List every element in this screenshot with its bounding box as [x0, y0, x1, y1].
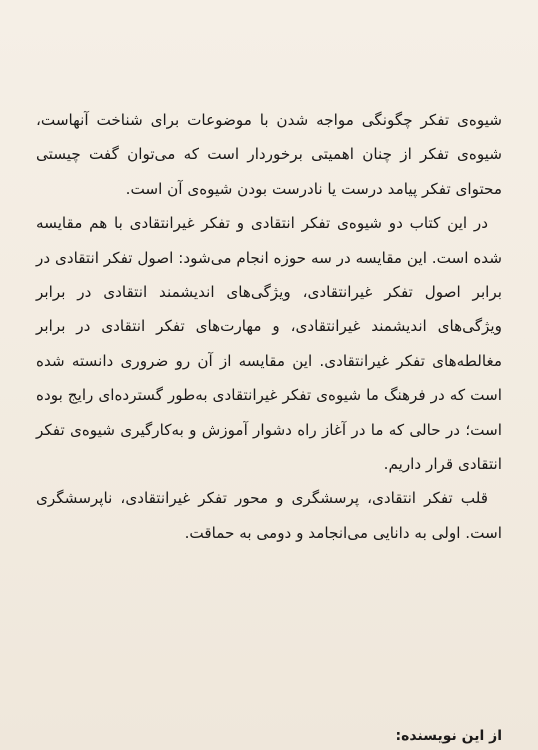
blurb-text: [36, 103, 502, 550]
other-books-heading: از این نویسنده:: [395, 728, 502, 744]
paragraph-3: قلب تفکر انتقادی، پرسشگری و محور تفکر غیرانتقادی، ناپرسشگری است. اولی به دانایی می‌انجامد و دومی به حماقت.: [36, 489, 502, 542]
paragraph-1: شیوه‌ی تفکر چگونگی مواجه شدن با موضوعات برای شناخت آنهاست، شیوه‌ی تفکر از چنان اهمیتی برخوردار است که می‌توان گفت چیستی محتوای تفکر پیامد درست یا نادرست بودن شیوه‌ی آن است.: [36, 111, 502, 198]
paragraph-2: در این کتاب دو شیوه‌ی تفکر انتقادی و تفکر غیرانتقادی با هم مقایسه شده است. این مقایسه در سه حوزه انجام می‌شود: اصول تفکر انتقادی در برابر اصول تفکر غیرانتقادی، ویژگی‌های اندیشمند انتقادی در برابر ویژگی‌های اندیشمند غیرانتقادی، و مهارت‌های تفکر انتقادی در برابر مغالطه‌های تفکر غیرانتقادی. این مقایسه از آن رو ضروری دانسته شده است که در فرهنگ ما شیوه‌ی تفکر غیرانتقادی به‌طور گسترده‌ای رایج بوده است؛ در حالی که ما در آغاز راه دشوار آموزش و به‌کارگیری شیوه‌ی تفکر انتقادی قرار داریم.: [36, 214, 502, 474]
